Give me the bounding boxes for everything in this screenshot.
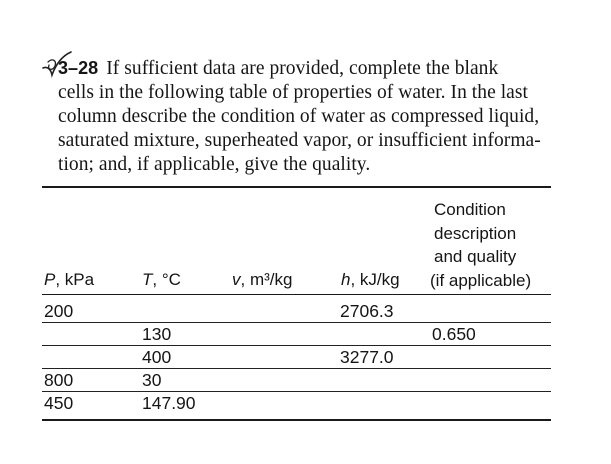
row1-enthalpy: 2706.3 — [340, 301, 394, 321]
header-volume-symbol: v — [232, 270, 241, 289]
row1-line — [42, 322, 551, 323]
header-specific-volume — [232, 268, 292, 291]
header-temperature — [142, 268, 181, 291]
header-condition-line-2: description — [434, 223, 517, 243]
header-pressure-unit: , kPa — [55, 270, 95, 289]
row1-pressure: 200 — [44, 301, 74, 321]
row5-pressure: 450 — [44, 393, 74, 413]
row4-line — [42, 391, 551, 392]
header-enthalpy — [341, 268, 400, 291]
row4-temperature: 30 — [142, 370, 162, 390]
header-condition — [430, 198, 554, 292]
table-top-rule — [42, 186, 551, 188]
header-condition-line-4: (if applicable) — [430, 270, 532, 290]
row3-temperature: 400 — [142, 347, 172, 367]
header-temperature-unit: , °C — [152, 270, 181, 289]
header-enthalpy-unit: , kJ/kg — [350, 270, 400, 289]
header-condition-line-1: Condition — [434, 200, 506, 219]
problem-line-3: column describe the condition of water as compressed liquid, — [58, 106, 540, 127]
problem-line-4: saturated mixture, superheated vapor, or insufficient informa- — [58, 130, 541, 151]
header-condition-line-3: and quality — [434, 247, 517, 266]
problem-line-1: If sufficient data are provided, complete the blank — [106, 58, 499, 79]
problem-statement — [58, 56, 556, 177]
problem-line-2: cells in the following table of properties of water. In the last — [58, 82, 528, 103]
row2-temperature: 130 — [142, 324, 172, 344]
row3-enthalpy: 3277.0 — [340, 347, 394, 367]
header-pressure-symbol: P — [44, 270, 56, 289]
problem-line-5: tion; and, if applicable, give the quality. — [58, 154, 371, 175]
row2-condition: 0.650 — [432, 324, 476, 344]
row5-temperature: 147.90 — [142, 393, 196, 413]
header-temperature-symbol: T — [142, 270, 153, 289]
row4-pressure: 800 — [44, 370, 74, 390]
table-header-rule — [42, 294, 551, 295]
problem-number: 3–28 — [58, 58, 99, 78]
header-pressure — [44, 268, 94, 291]
row3-line — [42, 368, 551, 369]
header-volume-unit: , m³/kg — [240, 270, 293, 289]
header-enthalpy-symbol: h — [341, 270, 351, 289]
table-bottom-rule — [42, 419, 551, 421]
row2-line — [42, 345, 551, 346]
